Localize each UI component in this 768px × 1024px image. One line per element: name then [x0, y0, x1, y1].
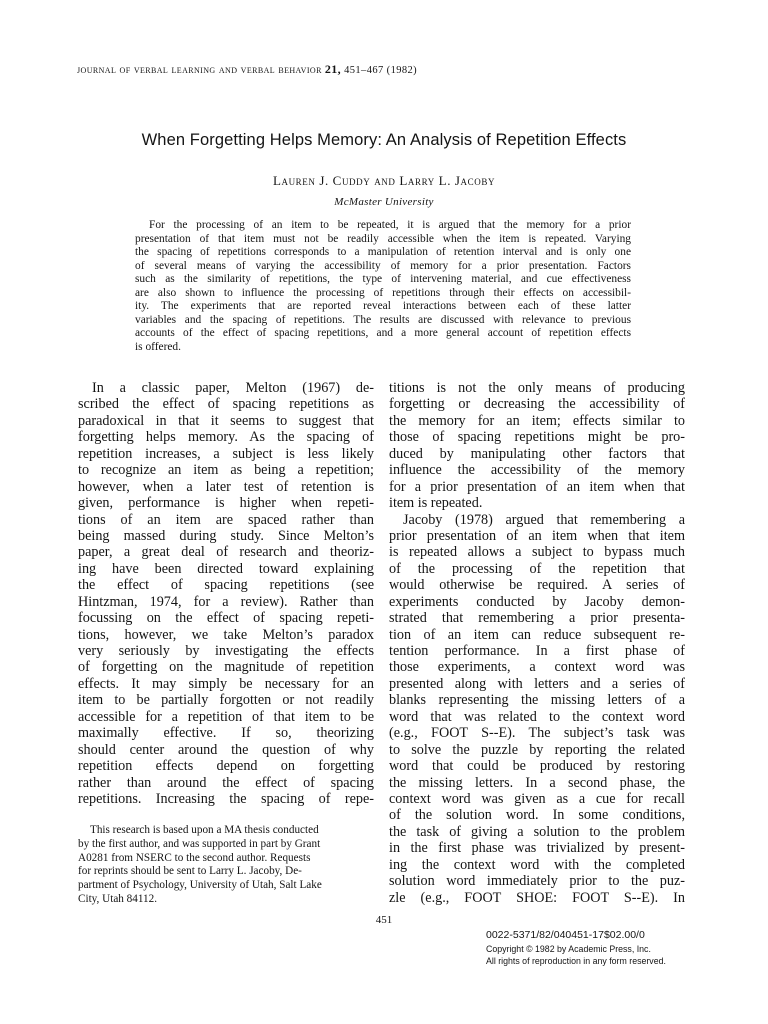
body-line: for a prior presentation of an item when that — [389, 478, 685, 495]
body-line: is repeated allows a subject to bypass much — [389, 544, 685, 561]
body-line: focussing on the effect of spacing repeti- — [78, 610, 374, 627]
body-line: experiments conducted by Jacoby demon- — [389, 593, 685, 610]
body-line: duced by manipulating other factors that — [389, 445, 685, 462]
body-line: context word was given as a cue for recall — [389, 790, 685, 807]
body-line: the missing letters. In a second phase, the — [389, 774, 685, 791]
body-line: In a classic paper, Melton (1967) de- — [92, 380, 374, 396]
abstract-line: presentation of that item must not be readily accessible when the item is repeated. Varying — [135, 232, 631, 245]
body-line: solution word immediately prior to the puz- — [389, 873, 685, 890]
rights-line: All rights of reproduction in any form reserved. — [486, 955, 666, 966]
abstract-line: are also shown to influence the processing of repetitions through their effects on accessibil- — [135, 286, 631, 299]
body-line: accessible for a repetition of that item to be — [78, 708, 374, 725]
body-column-right — [389, 380, 685, 906]
copyright-line: Copyright © 1982 by Academic Press, Inc. — [486, 944, 651, 954]
abstract-line: is offered. — [135, 340, 181, 353]
body-line: Jacoby (1978) argued that remembering a — [403, 511, 685, 528]
article-authors: Lauren J. Cuddy and Larry L. Jacoby — [272, 173, 496, 188]
abstract-line: ity. The experiments that are reported reveal interactions between each of these latter — [135, 300, 631, 312]
footnote-line: partment of Psychology, University of Utah, Salt Lake — [78, 879, 322, 892]
journal-pages: 451–467 (1982) — [344, 65, 418, 76]
body-line: paper, a great deal of research and theoriz- — [78, 544, 374, 561]
body-line: given, performance is higher when repeti- — [78, 495, 374, 512]
abstract-line: the spacing of repetitions corresponds to a manipulation of retention interval and is only one — [135, 246, 631, 258]
body-line: effects. It may simply be necessary for an — [78, 675, 374, 692]
body-line: those experiments, a context word was — [389, 659, 685, 676]
body-line: the effect of spacing repetitions (see — [78, 577, 374, 594]
footnote-line: for reprints should be sent to Larry L. Jacoby, De- — [78, 865, 302, 878]
body-line: of the solution word. In some conditions, — [389, 807, 685, 824]
abstract — [135, 219, 631, 354]
body-line: strated that remembering a prior presenta- — [389, 610, 685, 627]
body-line: rather than around the effect of spacing — [78, 774, 374, 791]
body-line: paradoxical in that it seems to suggest that — [78, 412, 374, 429]
body-line: blanks representing the missing letters of a — [389, 692, 685, 709]
abstract-line: of several means of varying the accessibility of memory for a prior presentation. Factors — [135, 259, 631, 272]
footnote-line: A0281 from NSERC to the second author. Requests — [78, 851, 311, 864]
body-line: tions of an item are spaced rather than — [78, 511, 374, 528]
body-line: Hintzman, 1974, for a review). Rather than — [78, 593, 374, 610]
body-line: repetition effects depend on forgetting — [78, 758, 374, 775]
body-line: tion of an item can reduce subsequent re- — [389, 626, 685, 643]
journal-name: journal of verbal learning and verbal behavior — [77, 64, 322, 76]
body-line: of the processing of the repetition that — [389, 560, 685, 577]
abstract-line: such as the similarity of repetitions, the type of intervening material, and cue effectiveness — [135, 273, 631, 285]
body-line: those of spacing repetitions might be pro- — [389, 429, 685, 446]
footnote-line: by the first author, and was supported in part by Grant — [78, 837, 321, 850]
body-line: maximally effective. If so, theorizing — [78, 725, 374, 742]
body-line: titions is not the only means of producing — [389, 380, 685, 396]
body-line: however, when a later test of retention is — [78, 478, 374, 495]
body-line: repetition increases, a subject is less likely — [78, 445, 374, 462]
copyright-block — [486, 929, 726, 967]
body-line: ing have been directed toward explaining — [78, 560, 374, 577]
article-code: 0022-5371/82/040451-17$02.00/0 — [486, 929, 645, 941]
footnote-line: This research is based upon a MA thesis conducted — [90, 824, 319, 836]
article-title: When Forgetting Helps Memory: An Analysis of Repetition Effects — [141, 131, 627, 149]
body-line: would otherwise be required. A series of — [389, 577, 685, 594]
body-line: tions, however, we take Melton’s paradox — [78, 626, 374, 643]
body-line: to solve the puzzle by reporting the related — [389, 741, 685, 758]
body-line: zle (e.g., FOOT SHOE: FOOT S--E). In — [389, 889, 685, 906]
body-line: being massed during study. Since Melton’s — [78, 527, 374, 544]
author-affiliation: McMaster University — [334, 196, 434, 208]
body-line: should center around the question of why — [78, 741, 374, 758]
page-number: 451 — [375, 914, 393, 926]
body-line: of forgetting on the magnitude of repetition — [78, 659, 374, 676]
body-line: forgetting or decreasing the accessibility of — [389, 396, 685, 413]
body-column-left — [78, 380, 374, 807]
body-line: in the first phase was trivialized by present- — [389, 840, 685, 857]
body-line: ing the context word with the completed — [389, 856, 685, 873]
body-line: forgetting helps memory. As the spacing of — [78, 429, 374, 446]
journal-header — [77, 62, 677, 77]
body-line: repetitions. Increasing the spacing of repe- — [78, 790, 374, 807]
body-line: scribed the effect of spacing repetitions as — [78, 396, 374, 413]
body-line: word that could be produced by restoring — [389, 758, 685, 775]
body-line: prior presentation of an item when that item — [389, 527, 685, 544]
body-line: presented along with letters and a series of — [389, 675, 685, 692]
body-line: very seriously by investigating the effects — [78, 643, 374, 659]
body-line: tention performance. In a first phase of — [389, 643, 685, 659]
abstract-line: For the processing of an item to be repeated, it is argued that the memory for a prior — [149, 219, 631, 231]
body-line: (e.g., FOOT S--E). The subject’s task was — [389, 725, 685, 742]
journal-volume: 21, — [324, 62, 342, 76]
abstract-line: accounts of the effect of spacing repetitions, and a more general account of repetition effects — [135, 327, 631, 339]
body-line: influence the accessibility of the memory — [389, 462, 685, 479]
body-line: word that was related to the context word — [389, 708, 685, 725]
body-line: item to be partially forgotten or not readily — [78, 692, 374, 709]
body-line: item is repeated. — [389, 495, 483, 512]
abstract-line: variables and the spacing of repetitions. The results are discussed with relevance to previous — [135, 313, 631, 326]
footnote — [78, 824, 374, 907]
body-line: the memory for an item; effects similar to — [389, 412, 685, 429]
body-line: to recognize an item as being a repetition; — [78, 462, 374, 479]
footnote-line: City, Utah 84112. — [78, 892, 158, 905]
body-line: the task of giving a solution to the problem — [389, 823, 685, 840]
